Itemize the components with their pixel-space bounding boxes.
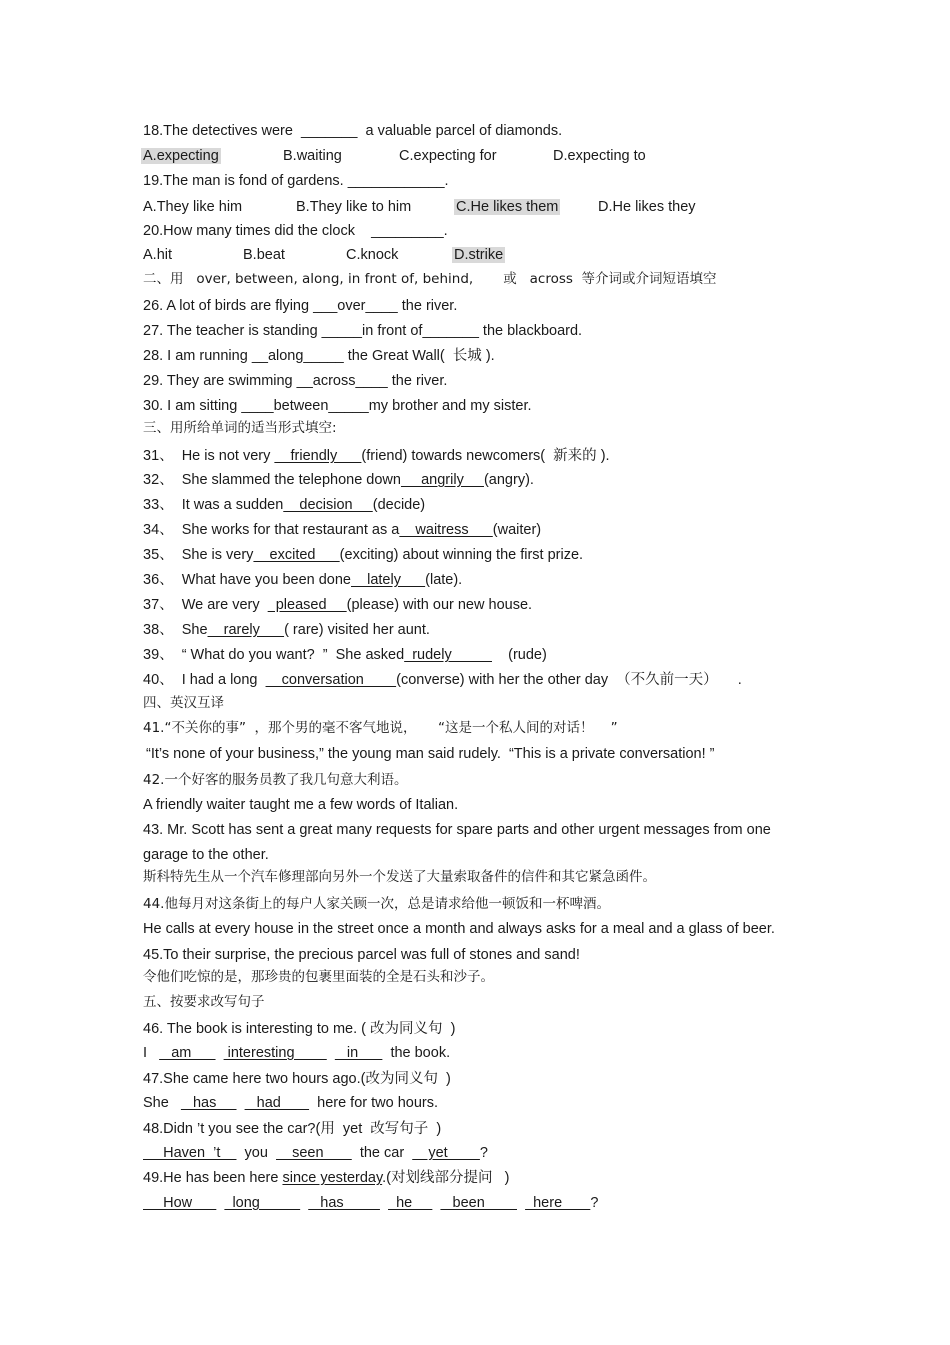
answer: angrily [400,472,484,488]
answer: conversation [265,672,397,688]
q30: 30. I am sitting ____between_____my brother and my sister. [143,398,532,414]
q28: 28. I am running __along_____ the Great Wall( 长城 ). [143,348,495,364]
q43-chinese: 斯科特先生从一个汽车修理部向另外一个发送了大量索取备件的信件和其它紧急函件。 [143,869,656,885]
q20-option-a: A.hit [143,247,173,263]
section4-heading: 四、英汉互译 [143,695,224,711]
q19-option-b: B.They like to him [296,199,412,215]
q39: 39、 “ What do you want? ” She asked rudely (rude) [143,647,547,663]
q20-stem: 20.How many times did the clock _________. [143,223,448,239]
answer: friendly [274,448,362,464]
q42-english: A friendly waiter taught me a few words of Italian. [143,797,459,813]
q47-stem: 47.She came here two hours ago.(改为同义句 ) [143,1071,451,1087]
q27: 27. The teacher is standing _____in front of_______ the blackboard. [143,323,583,339]
q31: 31、 He is not very friendly (friend) towards newcomers( 新来的 ). [143,448,610,464]
q41-chinese: 41.“不关你的事” ，那个男的毫不客气地说， “这是一个私人间的对话！ ” [143,720,618,736]
q18-stem: 18.The detectives were _______ a valuable parcel of diamonds. [143,123,563,139]
q45-english: 45.To their surprise, the precious parcel was full of stones and sand! [143,947,580,963]
q46-stem: 46. The book is interesting to me. ( 改为同义句 ) [143,1021,456,1037]
q43-english-line2: garage to the other. [143,847,269,863]
q20-option-b: B.beat [243,247,285,263]
q19-stem: 19.The man is fond of gardens. ____________. [143,173,449,189]
answer: rarely [207,622,285,638]
q49-stem: 49.He has been here since yesterday.(对划线部分提问 ) [143,1170,510,1186]
q47-answer: She has had here for two hours. [143,1095,439,1111]
q18-option-b: B.waiting [283,148,342,164]
q41-english: “It’s none of your business,” the young man said rudely. “This is a private conversation! ” [146,746,715,762]
q20-option-d: D.strike [454,247,504,263]
q19-option-c: C.He likes them [456,199,559,215]
q46-answer: I am interesting in the book. [143,1045,451,1061]
q33: 33、 It was a sudden decision (decide) [143,497,426,513]
q18-option-c: C.expecting for [399,148,497,164]
q44-english: He calls at every house in the street once a month and always asks for a meal and a glass of beer. [143,921,775,937]
answer: rudely [404,647,492,663]
q36: 36、 What have you been done lately (late). [143,572,463,588]
q48-stem: 48.Didn ’t you see the car?(用 yet 改写句子 ) [143,1121,442,1137]
q32: 32、 She slammed the telephone down angrily (angry). [143,472,534,488]
q49-answer: How long has he been here ? [143,1195,599,1211]
q48-answer: Haven ’t you seen the car yet ? [143,1145,488,1161]
answer: excited [253,547,340,563]
section3-heading: 三、用所给单词的适当形式填空: [143,420,337,436]
q34: 34、 She works for that restaurant as a waitress (waiter) [143,522,542,538]
q26: 26. A lot of birds are flying ___over____ the river. [143,298,458,314]
answer: lately [351,572,426,588]
section5-heading: 五、按要求改写句子 [143,994,265,1010]
answer: decision [283,497,373,513]
q19-option-d: D.He likes they [598,199,696,215]
answer: waitress [399,522,493,538]
q20-option-c: C.knock [346,247,399,263]
q45-chinese: 令他们吃惊的是，那珍贵的包裹里面装的全是石头和沙子。 [143,969,494,985]
q37: 37、 We are very pleased (please) with our new house. [143,597,533,613]
q43-english-line1: 43. Mr. Scott has sent a great many requests for spare parts and other urgent messages from one [143,822,771,838]
q19-option-a: A.They like him [143,199,243,215]
q42-chinese: 42.一个好客的服务员教了我几句意大利语。 [143,772,408,788]
q35: 35、 She is very excited (exciting) about winning the first prize. [143,547,584,563]
answer: pleased [267,597,347,613]
q40: 40、 I had a long conversation (converse) with her the other day （不久前一天） . [143,672,742,688]
q44-chinese: 44.他每月对这条街上的每户人家关顾一次，总是请求给他一顿饭和一杯啤酒。 [143,896,610,912]
q38: 38、 She rarely ( rare) visited her aunt. [143,622,430,638]
q18-option-d: D.expecting to [553,148,646,164]
section2-heading: 二、用 over, between, along, in front of, behind, 或 across 等介词或介词短语填空 [143,271,717,287]
q29: 29. They are swimming __across____ the river. [143,373,448,389]
q18-option-a: A.expecting [143,148,219,164]
